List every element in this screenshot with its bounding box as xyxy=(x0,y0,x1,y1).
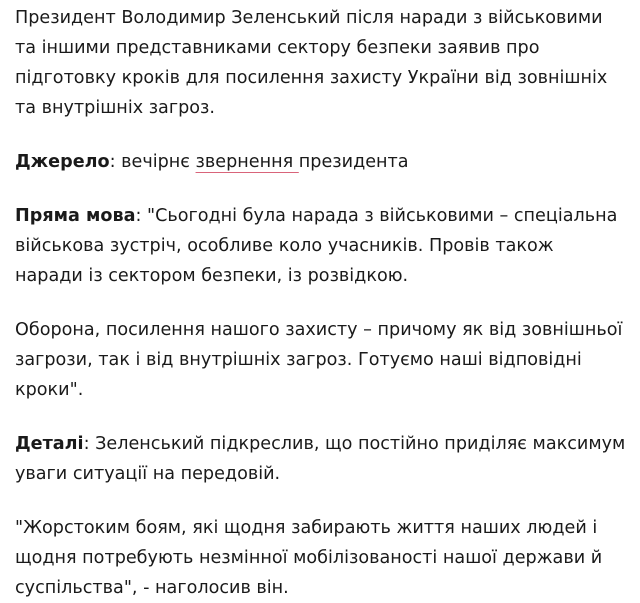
article-body xyxy=(15,3,627,603)
intro-paragraph: Президент Володимир Зеленський після наради з військовими та іншими представниками сектору безпеки заявив про підготовку кроків для посилення захисту України від зовнішніх та внутрішніх загроз. xyxy=(15,8,608,118)
closing-quote-paragraph: "Жорстоким боям, які щодня забирають життя наших людей і щодня потребують незмінної мобілізованості нашої держави й суспільства", - наголосив він. xyxy=(15,518,603,598)
details-text: Зеленський підкреслив, що постійно приділяє максимум уваги ситуації на передовій. xyxy=(15,434,626,484)
address-link[interactable]: звернення xyxy=(195,152,299,172)
quote-label: Пряма мова xyxy=(15,206,136,226)
quote-separator: : xyxy=(135,206,142,226)
source-separator: : xyxy=(109,152,116,172)
details-label: Деталі xyxy=(15,434,84,454)
quote-paragraph xyxy=(15,201,627,291)
source-text-after: президента xyxy=(298,152,409,172)
quote-continued-paragraph: Оборона, посилення нашого захисту – причому як від зовнішньої загрози, так і від внутрішніх загроз. Готуємо наші відповідні кроки". xyxy=(15,320,623,400)
details-separator: : xyxy=(83,434,90,454)
quote-text: "Сьогодні була нарада з військовими – спеціальна військова зустріч, особливе коло учасників. Провів також наради із сектором безпеки, із розвідкою. xyxy=(15,206,618,286)
source-paragraph xyxy=(15,147,627,177)
source-text-before: вечірнє xyxy=(115,152,196,172)
source-label: Джерело xyxy=(15,152,110,172)
details-paragraph xyxy=(15,429,627,489)
